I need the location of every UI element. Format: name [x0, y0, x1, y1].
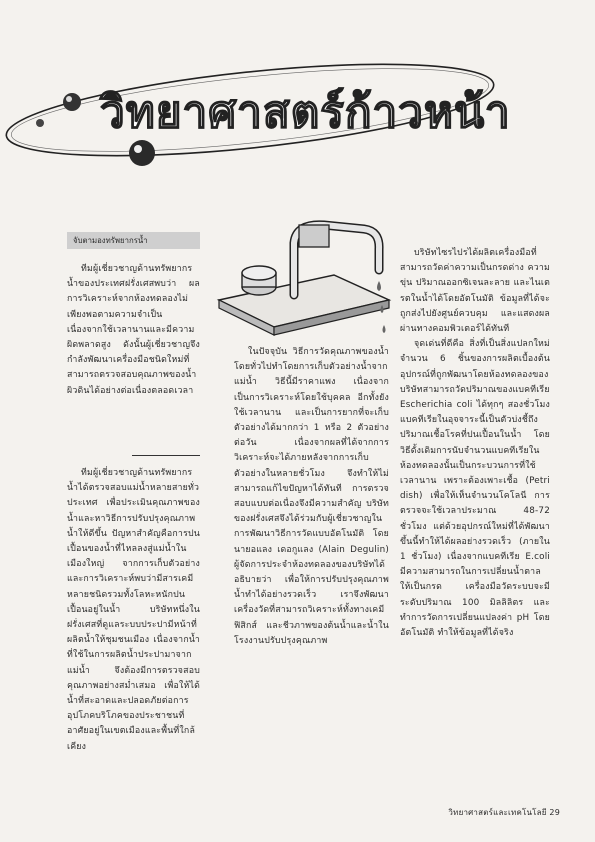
- paragraph: ในปัจจุบัน วิธีการวัดคุณภาพของน้ำโดยทั่วไปทำโดยการเก็บตัวอย่างน้ำจากแม่น้ำ วิธีนี้มีราคาแพง เนื่องจากเป็นการวิเคราะห์โดยใช้บุคคล อีกทั้งยังใช้เวลานาน และเป็นการยากที่จะเก็บตัวอย่างได้มากกว่า 1 หรือ 2 ตัวอย่างต่อวัน เนื่องจากผลที่ได้จากการวิเคราะห์จะได้ภายหลังจากการเก็บตัวอย่างในหลายชั่วโมง จึงทำให้ไม่สามารถแก้ไขปัญหาได้ทันที การตรวจสอบแบบต่อเนื่องจึงมีความสำคัญ บริษัทของฝรั่งเศสจึงได้ร่วมกับผู้เชี่ยวชาญในการพัฒนาวิธีการวัดแบบอัตโนมัติ โดยนายอแลง เดอกูแลง (Alain Degulin) ผู้จัดการประจำห้องทดลองของบริษัทได้อธิบายว่า เพื่อให้การปรับปรุงคุณภาพน้ำทำได้อย่างรวดเร็ว เราจึงพัฒนาเครื่องวัดที่สามารถวิเคราะห์ทั้งทางเคมี ฟิสิกส์ และชีวภาพของต้นน้ำและน้ำในโรงงานปรับปรุงคุณภาพ: [234, 347, 389, 646]
- faucet-illustration: [214, 215, 394, 350]
- page-title: วิทยาศาสตร์ก้าวหน้า: [100, 87, 511, 138]
- paragraph: ทีมผู้เชี่ยวชาญด้านทรัพยากรน้ำได้ตรวจสอบแม่น้ำหลายสายทั่วประเทศ เพื่อประเมินคุณภาพของน้ำและหาวิธีการปรับปรุงคุณภาพน้ำให้ดีขึ้น ปัญหาสำคัญคือการปนเปื้อนของน้ำที่ไหลลงสู่แม่น้ำในเมืองใหญ่ จากการเก็บตัวอย่างและการวิเคราะห์พบว่ามีสารเคมีหลายชนิดรวมทั้งโลหะหนักปนเปื้อนอยู่ในน้ำ บริษัทหนึ่งในฝรั่งเศสที่ดูแลระบบประปามีหน้าที่ผลิตน้ำให้ชุมชนเมือง เนื่องจากน้ำที่ใช้ในการผลิตน้ำประปามาจากแม่น้ำ จึงต้องมีการตรวจสอบคุณภาพอย่างสม่ำเสมอ เพื่อให้ได้น้ำที่สะอาดและปลอดภัยต่อการอุปโภคบริโภคของประชาชนที่อาศัยอยู่ในเขตเมืองและพื้นที่ใกล้เคียง: [67, 468, 200, 752]
- header-banner: [0, 55, 595, 215]
- section-heading: จับตามองทรัพยากรน้ำ: [67, 232, 200, 249]
- paragraph: บริษัทไซรไปรได้ผลิตเครื่องมือที่สามารถวัดค่าความเป็นกรดด่าง ความขุ่น ปริมาณออกซิเจนละลาย และไนเตรตในน้ำได้โดยอัตโนมัติ ข้อมูลที่ได้จะถูกส่งไปยังศูนย์ควบคุม และแสดงผลผ่านทางคอมพิวเตอร์ได้ทันที: [400, 248, 550, 335]
- column-1-top: [67, 262, 200, 444]
- column-3: [400, 246, 550, 791]
- paragraph: ทีมผู้เชี่ยวชาญด้านทรัพยากรน้ำของประเทศฝรั่งเศสพบว่า ผลการวิเคราะห์จากห้องทดลองไม่เพียงพอตามความจำเป็น เนื่องจากใช้เวลานานและมีความผิดพลาดสูง ดังนั้นผู้เชี่ยวชาญจึงกำลังพัฒนาเครื่องมือชนิดใหม่ที่สามารถตรวจสอบคุณภาพของน้ำผิวดินได้อย่างต่อเนื่องตลอดเวลา: [67, 264, 200, 396]
- column-1-bottom: [67, 466, 200, 791]
- divider: [132, 455, 200, 456]
- paragraph: จุดเด่นที่ดีคือ สิ่งที่เป็นสิ่งแปลกใหม่ จำนวน 6 ชิ้นของการผลิตเบื้องต้น อุปกรณ์ที่ถูกพัฒนาโดยห้องทดลองของบริษัทสามารถวัดปริมาณของแบคทีเรีย Escherichia coli ได้ทุกๆ สองชั่วโมง แบคทีเรียในอุจจาระนี้เป็นตัวบ่งชี้ถึงปริมาณเชื้อโรคที่ปนเปื้อนในน้ำ โดยวิธีดั้งเดิมการนับจำนวนแบคทีเรียในห้องทดลองนั้นเป็นกระบวนการที่ใช้เวลานาน เพราะต้องเพาะเชื้อ (Petri dish) เพื่อให้เห็นจำนวนโคโลนี การตรวจจะใช้เวลาประมาณ 48-72 ชั่วโมง แต่ด้วยอุปกรณ์ใหม่ที่ได้พัฒนาขึ้นนี้ทำให้ได้ผลอย่างรวดเร็ว (ภายใน 1 ชั่วโมง) เนื่องจากแบคทีเรีย E.coli มีความสามารถในการเปลี่ยนน้ำตาลให้เป็นกรด เครื่องมือวัดระบบจะมีระดับปริมาณ 100 มิลลิลิตร และทำการวัดการเปลี่ยนแปลงค่า pH โดยอัตโนมัติ ทำให้ข้อมูลที่ได้จริง: [400, 339, 550, 639]
- page-footer: วิทยาศาสตร์และเทคโนโลยี 29: [448, 808, 560, 817]
- column-2: [234, 345, 389, 791]
